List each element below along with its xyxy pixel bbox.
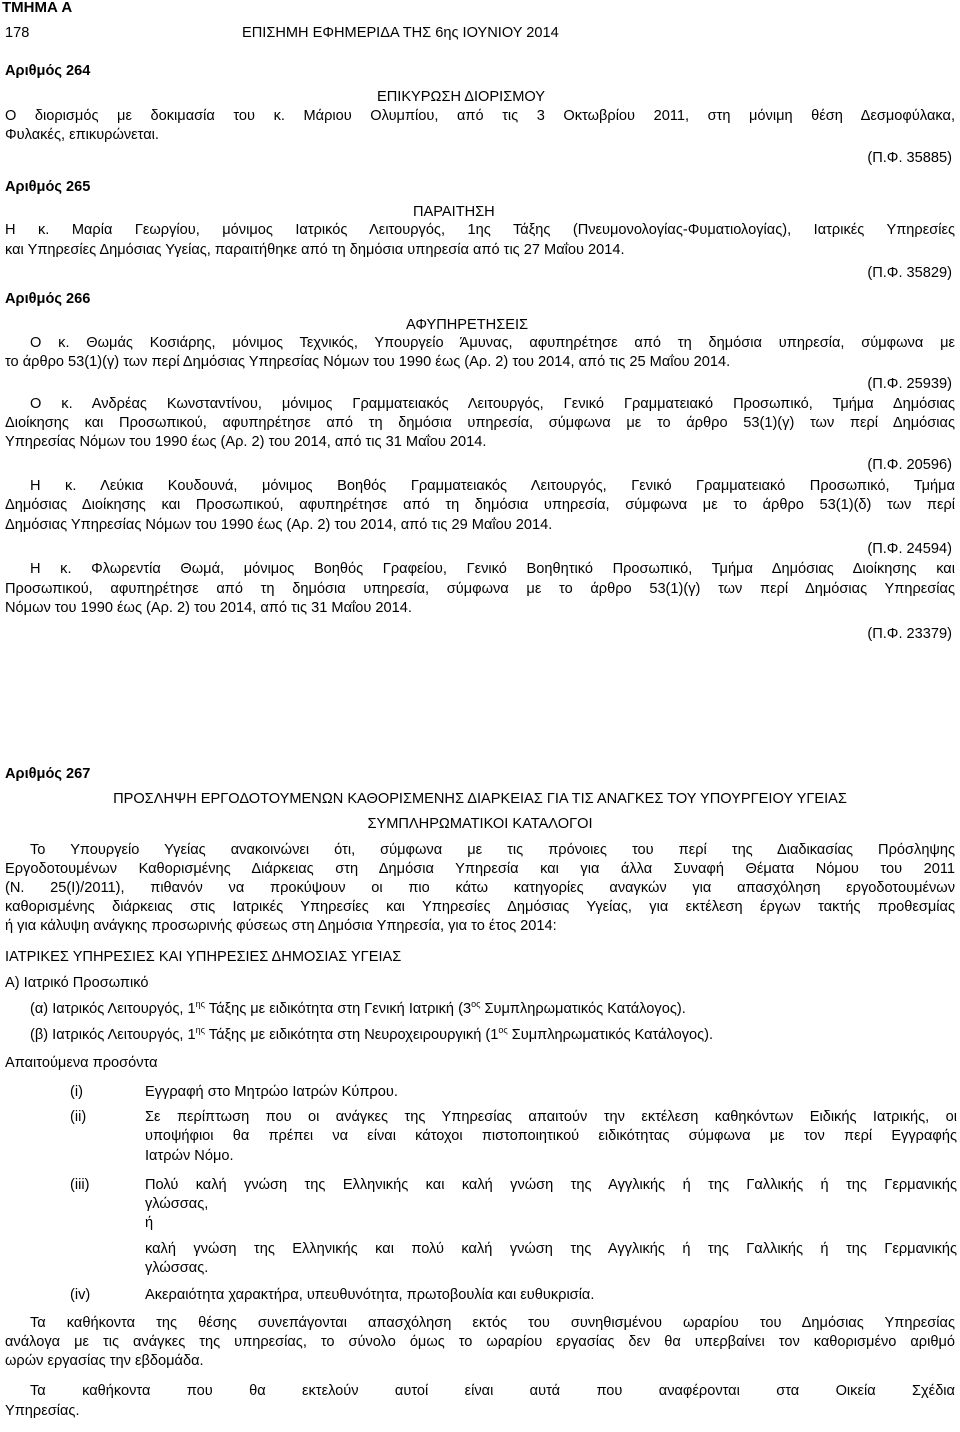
intro-line-1: Το Υπουργείο Υγείας ανακοινώνει ότι, σύμφωνα με τις πρόνοιες του περί της Διαδικασίας Πρόσληψης — [30, 842, 955, 858]
retirement-3-line-1: Η κ. Λεύκια Κουδουνά, μόνιμος Βοηθός Γραμματειακός Λειτουργός, Γενικό Γραμματειακό Προσωπικό, Τμήμα — [30, 478, 955, 494]
final-line-1: Τα καθήκοντα που θα εκτελούν αυτοί είναι αυτά που αναφέρονται στα Οικεία Σχέδια — [30, 1383, 955, 1399]
requirements-heading: Απαιτούμενα προσόντα — [5, 1055, 158, 1071]
retirement-4-line-3: Νόμων του 1990 έως (Αρ. 2) του 2014, από τις 31 Μαΐου 2014. — [5, 600, 412, 616]
section-heading: ΙΑΤΡΙΚΕΣ ΥΠΗΡΕΣΙΕΣ ΚΑΙ ΥΠΗΡΕΣΙΕΣ ΔΗΜΟΣΙΑΣ ΥΓΕΙΑΣ — [5, 949, 402, 965]
notice-number-264: Αριθμός 264 — [5, 63, 91, 79]
notice-264-line-1: Ο διορισμός με δοκιμασία του κ. Μάριου Ολυμπίου, από τις 3 Οκτωβρίου 2011, στη μόνιμη θέση Δεσμοφύλακα, — [5, 108, 955, 124]
notice-264-line-2: Φυλακές, επικυρώνεται. — [5, 127, 159, 143]
req-1-text: Εγγραφή στο Μητρώο Ιατρών Κύπρου. — [145, 1084, 398, 1100]
req-2-line-1: Σε περίπτωση που οι ανάγκες της Υπηρεσίας απαιτούν την εκτέλεση καθηκόντων Ειδικής Ιατρικής, οι — [145, 1109, 957, 1125]
notice-number-267: Αριθμός 267 — [5, 766, 91, 782]
retirement-3-line-3: Δημόσιας Υπηρεσίας Νόμων του 1990 έως (Αρ. 2) του 2014, από τις 29 Μαΐου 2014. — [5, 517, 553, 533]
duties-line-1: Τα καθήκοντα της θέσης συνεπάγονται απασχόληση εκτός του συνηθισμένου ωραρίου του Δημόσιας Υπηρεσίας — [30, 1315, 955, 1331]
req-3-line-2: γλώσσας, — [145, 1196, 209, 1212]
retirement-2-line-1: Ο κ. Ανδρέας Κωνσταντίνου, μόνιμος Γραμματειακός Λειτουργός, Γενικό Γραμματειακό Προσωπικό, Τμήμα Δημόσιας — [30, 396, 955, 412]
retirement-2-line-2: Διοίκησης και Προσωπικού, αφυπηρέτησε από τη δημόσια υπηρεσία, σύμφωνα με το άρθρο 53(1)(γ) των περί Δημόσιας — [5, 415, 955, 431]
notice-title-267: ΠΡΟΣΛΗΨΗ ΕΡΓΟΔΟΤΟΥΜΕΝΩΝ ΚΑΘΟΡΙΣΜΕΝΗΣ ΔΙΑΡΚΕΙΑΣ ΓΙΑ ΤΙΣ ΑΝΑΓΚΕΣ ΤΟΥ ΥΠΟΥΡΓΕΙΟΥ ΥΓΕΙΑΣ — [113, 791, 847, 807]
notice-264-ref: (Π.Φ. 35885) — [867, 150, 952, 166]
intro-line-2: Εργοδοτουμένων Καθορισμένης Διάρκειας στη Δημόσια Υπηρεσία και για άλλα Συναφή Θέματα Νόμου του 2011 — [5, 861, 955, 877]
retirement-1-line-1: Ο κ. Θωμάς Κοσιάρης, μόνιμος Τεχνικός, Υπουργείο Άμυνας, αφυπηρέτησε από τη δημόσια υπηρεσία, σύμφωνα με — [30, 335, 955, 351]
retirement-4-line-2: Προσωπικού, αφυπηρέτησε από τη δημόσια υπηρεσία, σύμφωνα με το άρθρο 53(1)(γ) των περί Δημόσιας Υπηρεσίας — [5, 581, 955, 597]
section-label: ΤΜΗΜΑ Α — [2, 0, 73, 16]
req-3-line-1: Πολύ καλή γνώση της Ελληνικής και καλή γνώση της Αγγλικής ή της Γαλλικής ή της Γερμανικής — [145, 1177, 957, 1193]
notice-subtitle-267: ΣΥΜΠΛΗΡΩΜΑΤΙΚΟΙ ΚΑΤΑΛΟΓΟΙ — [367, 816, 593, 832]
notice-265-ref: (Π.Φ. 35829) — [867, 265, 952, 281]
duties-line-2: ανάλογα με τις ανάγκες της υπηρεσίας, το σύνολο όμως το ωραρίου εργασίας δεν θα υπερβαίνει τον καθορισμένο αριθμό — [5, 1334, 955, 1350]
notice-title-264: ΕΠΙΚΥΡΩΣΗ ΔΙΟΡΙΣΜΟΥ — [377, 89, 545, 105]
req-4-text: Ακεραιότητα χαρακτήρα, υπευθυνότητα, πρωτοβουλία και ευθυκρισία. — [145, 1287, 595, 1303]
intro-line-4: καθορισμένης διάρκειας στις Ιατρικές Υπηρεσίες και Υπηρεσίες Δημόσιας Υγείας, για εκτέλεση έργων τακτής προθεσμίας — [5, 899, 955, 915]
notice-265-line-1: Η κ. Μαρία Γεωργίου, μόνιμος Ιατρικός Λειτουργός, 1ης Τάξης (Πνευμονολογίας-Φυματιολογίας), Ιατρικές Υπηρεσίες — [5, 222, 955, 238]
retirement-3-ref: (Π.Φ. 24594) — [867, 541, 952, 557]
notice-number-266: Αριθμός 266 — [5, 291, 91, 307]
position-b: (β) Ιατρικός Λειτουργός, $1^{\eta\varsigma}$ Τάξης με ειδικότητα στη Νευροχειρουργική ($1^{o\varsigma}$ Συμπληρωματικός Κατάλογος). — [30, 1025, 714, 1043]
req-3-line-3: καλή γνώση της Ελληνικής και πολύ καλή γνώση της Αγγλικής ή της Γαλλικής ή της Γερμανικής — [145, 1241, 957, 1257]
intro-line-5: ή για κάλυψη ανάγκης προσωρινής φύσεως στη Δημόσια Υπηρεσία, για το έτος 2014: — [5, 918, 557, 934]
gazette-title: ΕΠΙΣΗΜΗ ΕΦΗΜΕΡΙΔΑ ΤΗΣ 6ης ΙΟΥΝΙΟΥ 2014 — [242, 25, 559, 41]
notice-title-266: ΑΦΥΠΗΡΕΤΗΣΕΙΣ — [406, 317, 529, 333]
page-number: 178 — [5, 25, 30, 41]
retirement-4-line-1: Η κ. Φλωρεντία Θωμά, μόνιμος Βοηθός Γραφείου, Γενικό Βοηθητικό Προσωπικό, Τμήμα Δημόσιας Διοίκησης και — [30, 561, 955, 577]
retirement-1-line-2: το άρθρο 53(1)(γ) των περί Δημόσιας Υπηρεσίας Νόμων του 1990 έως (Αρ. 2) του 2014, από τις 25 Μαΐου 2014. — [5, 354, 731, 370]
group-heading: Α) Ιατρικό Προσωπικό — [5, 975, 149, 991]
position-a: (α) Ιατρικός Λειτουργός, $1^{\eta\varsigma}$ Τάξης με ειδικότητα στη Γενική Ιατρική ($3^{o\varsigma}$ Συμπληρωματικός Κατάλογος). — [30, 999, 686, 1017]
req-4-number: (iv) — [70, 1287, 91, 1303]
retirement-1-ref: (Π.Φ. 25939) — [867, 376, 952, 392]
notice-number-265: Αριθμός 265 — [5, 179, 91, 195]
req-2-line-3: Ιατρών Νόμο. — [145, 1148, 234, 1164]
req-3-number: (iii) — [70, 1177, 90, 1193]
retirement-2-line-3: Υπηρεσίας Νόμων του 1990 έως (Αρ. 2) του 2014, από τις 31 Μαΐου 2014. — [5, 434, 487, 450]
final-line-2: Υπηρεσίας. — [5, 1403, 80, 1419]
retirement-4-ref: (Π.Φ. 23379) — [867, 626, 952, 642]
req-3-or: ή — [145, 1215, 154, 1231]
notice-title-265: ΠΑΡΑΙΤΗΣΗ — [413, 204, 495, 220]
notice-265-line-2: και Υπηρεσίες Δημόσιας Υγείας, παραιτήθηκε από τη δημόσια υπηρεσία από τις 27 Μαΐου 2014. — [5, 242, 625, 258]
req-3-line-4: γλώσσας. — [145, 1260, 209, 1276]
retirement-2-ref: (Π.Φ. 20596) — [867, 457, 952, 473]
req-2-number: (ii) — [70, 1109, 87, 1125]
retirement-3-line-2: Δημόσιας Διοίκησης και Προσωπικού, αφυπηρέτησε από τη δημόσια υπηρεσία, σύμφωνα με το άρθρο 53(1)(δ) των περί — [5, 497, 955, 513]
req-1-number: (i) — [70, 1084, 83, 1100]
duties-line-3: ωρών εργασίας την εβδομάδα. — [5, 1353, 204, 1369]
req-2-line-2: υποψήφιοι θα πρέπει να είναι κάτοχοι πιστοποιητικού ειδικότητας σύμφωνα με τον περί Εγγραφής — [145, 1128, 957, 1144]
intro-line-3: (Ν. 25(Ι)/2011), πιθανόν να προκύψουν οι πιο κάτω κατηγορίες αναγκών για απασχόληση εργοδοτουμένων — [5, 880, 955, 896]
